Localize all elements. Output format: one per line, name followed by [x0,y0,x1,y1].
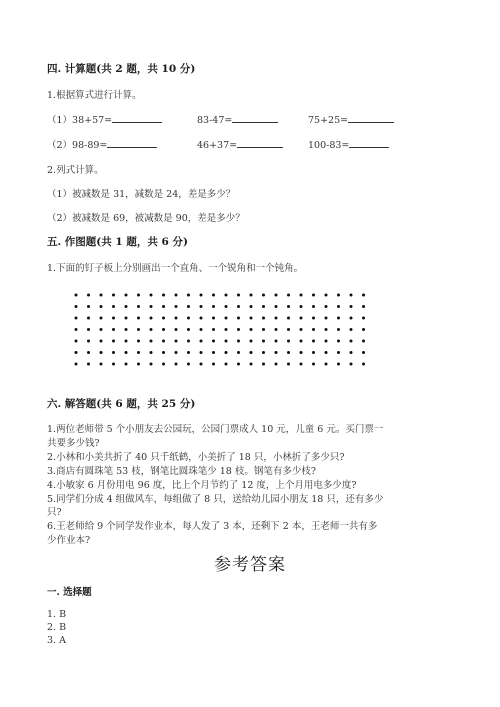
nail-dot [275,294,278,297]
nail-dot [262,328,265,331]
nail-dot [350,294,353,297]
nail-dot [112,317,115,320]
nail-dot [325,294,328,297]
section6-line-4: 3.商店有圆珠笔 53 枝，钢笔比圆珠笔少 18 枝。钢笔有多少枝? [47,466,316,477]
nail-dot [187,328,190,331]
answer-blank[interactable] [237,137,283,148]
nail-dot [237,328,240,331]
nail-dot [187,363,190,366]
nail-dot [225,363,228,366]
nail-dot [325,363,328,366]
calc-2-1-text: （2）98-89= [47,140,108,151]
section4-title: 四. 计算题(共 2 题，共 10 分) [47,63,196,75]
nail-dot [125,351,128,354]
nail-dot [300,294,303,297]
nail-dot [250,317,253,320]
calc-2-1 [47,137,157,151]
calc-2-2-text: 46+37= [197,140,238,151]
nail-dot [212,340,215,343]
nail-dot [100,305,103,308]
section5-title: 五. 作图题(共 1 题，共 6 分) [47,236,188,248]
nail-dot [112,294,115,297]
calc-1-2-text: 83-47= [197,115,233,126]
nail-dot [150,328,153,331]
nail-dot [325,351,328,354]
nail-dot [325,305,328,308]
nail-dot [150,305,153,308]
nail-dot [287,294,290,297]
nail-dot [337,305,340,308]
nail-dot [300,317,303,320]
section6-line-9: 少作业本? [47,535,91,546]
nail-dot [275,328,278,331]
nail-dot [75,363,78,366]
nail-dot [200,305,203,308]
nail-dot [225,328,228,331]
nail-dot [225,351,228,354]
nail-dot [150,294,153,297]
nail-dot [87,363,90,366]
nail-dot [337,317,340,320]
nail-dot [175,363,178,366]
answer-item-3: 3. A [47,635,66,646]
nail-dot [112,340,115,343]
nail-dot [237,294,240,297]
nail-dot [212,317,215,320]
nail-dot [312,294,315,297]
nail-dot [300,305,303,308]
answer-blank[interactable] [112,112,162,123]
section6-line-1: 1.两位老师带 5 个小朋友去公园玩，公园门票成人 10 元，儿童 6 元。买门票一 [47,424,384,435]
nail-dot [312,317,315,320]
nail-dot [337,363,340,366]
nail-dot [250,305,253,308]
nail-dot [125,294,128,297]
nail-dot [337,294,340,297]
nail-dot [275,317,278,320]
nail-dot [262,305,265,308]
nail-dot [75,340,78,343]
nail-dot [300,351,303,354]
nail-dot [150,351,153,354]
nail-dot [362,294,365,297]
section4-q2-item-1: （1）被减数是 31，减数是 24，差是多少？ [47,189,236,200]
calc-1-1-text: （1）38+57= [47,115,113,126]
nail-dot [362,340,365,343]
nail-dot [162,317,165,320]
section4-q1: 1.根据算式进行计算。 [47,90,142,101]
answer-item-2: 2. B [47,622,67,633]
nail-dot [112,351,115,354]
nail-dot [350,351,353,354]
nail-dot [200,351,203,354]
nail-dot [100,317,103,320]
nail-dot [212,328,215,331]
nail-dot [150,363,153,366]
nail-dot [325,328,328,331]
nail-dot [125,363,128,366]
nail-dot [75,305,78,308]
nail-dot [112,305,115,308]
nail-dot [137,363,140,366]
nail-dot [175,317,178,320]
nail-dot [212,294,215,297]
section5-q1: 1.下面的钉子板上分别画出一个直角、一个锐角和一个钝角。 [47,263,304,274]
nail-dot [250,351,253,354]
calc-2-3-text: 100-83= [308,140,350,151]
nail-dot [162,328,165,331]
nail-dot [212,351,215,354]
nail-dot [75,294,78,297]
nail-dot [125,317,128,320]
nail-dot [162,294,165,297]
nail-dot [162,351,165,354]
nail-dot [362,305,365,308]
nail-dot [200,317,203,320]
nail-dot [175,305,178,308]
nail-dot [200,340,203,343]
nail-dot [75,328,78,331]
nail-dot [287,363,290,366]
nail-dot [212,363,215,366]
nail-dot [362,363,365,366]
nail-dot [287,317,290,320]
nail-dot [275,351,278,354]
nail-dot [225,305,228,308]
nail-dot [200,294,203,297]
nail-dot [137,317,140,320]
nail-dot [187,351,190,354]
nail-dot [137,328,140,331]
answer-blank[interactable] [232,112,278,123]
nail-dot [137,305,140,308]
nail-dot [187,340,190,343]
section6-line-3: 2.小林和小美共折了 40 只千纸鹤，小美折了 18 只，小林折了多少只? [47,452,345,463]
nail-dot [262,294,265,297]
nail-dot [325,340,328,343]
nail-dot [162,363,165,366]
nail-dot [262,351,265,354]
nail-dot [325,317,328,320]
section6-line-8: 6.王老师给 9 个同学发作业本，每人发了 3 本，还剩下 2 本，王老师一共有多 [47,521,378,532]
nail-dot [87,340,90,343]
nail-dot [250,340,253,343]
nail-dot [337,328,340,331]
nail-dot [187,317,190,320]
nail-dot [112,328,115,331]
nail-dot [112,363,115,366]
nail-dot [87,317,90,320]
nail-dot [100,351,103,354]
nail-dot [237,363,240,366]
section4-q2-item-2: （2）被减数是 69，被减数是 90，差是多少？ [47,213,245,224]
nail-dot [362,351,365,354]
nail-dot [162,305,165,308]
calc-1-3-text: 75+25= [308,115,349,126]
nail-dot [175,351,178,354]
nail-dot [87,351,90,354]
nail-dot [137,294,140,297]
nail-dot [312,363,315,366]
nail-dot [137,351,140,354]
nail-dot [275,305,278,308]
nail-dot [87,294,90,297]
nail-dot [100,328,103,331]
nail-dot [87,328,90,331]
answer-blank[interactable] [349,137,389,148]
nail-dot [350,340,353,343]
nail-dot [312,305,315,308]
section6-title: 六. 解答题(共 6 题，共 25 分) [47,398,196,410]
nail-dot [125,328,128,331]
nail-dot [237,317,240,320]
nail-dot [87,305,90,308]
nail-dot [312,351,315,354]
answers-title: 参考答案 [214,555,286,575]
nail-dot [350,363,353,366]
nail-dot [212,305,215,308]
nail-board [72,291,372,371]
nail-dot [150,340,153,343]
nail-dot [225,317,228,320]
nail-dot [75,351,78,354]
nail-dot [150,317,153,320]
answer-blank[interactable] [348,112,394,123]
nail-dot [100,294,103,297]
nail-dot [175,340,178,343]
nail-dot [125,305,128,308]
nail-dot [162,340,165,343]
nail-dot [125,340,128,343]
nail-dot [300,328,303,331]
answer-item-1: 1. B [47,609,67,620]
nail-dot [175,294,178,297]
nail-dot [237,340,240,343]
section4-q2: 2.列式计算。 [47,165,104,176]
nail-dot [287,305,290,308]
nail-dot [337,340,340,343]
nail-dot [275,363,278,366]
nail-dot [275,340,278,343]
nail-dot [312,340,315,343]
nail-dot [300,340,303,343]
nail-dot [250,363,253,366]
nail-dot [250,294,253,297]
section6-line-5: 4.小敏家 6 月份用电 96 度，比上个月节约了 12 度，上个月用电多少度? [47,480,357,491]
nail-dot [362,328,365,331]
nail-dot [300,363,303,366]
nail-dot [75,317,78,320]
calc-1-3 [308,112,394,126]
calc-2-2 [197,137,283,151]
nail-dot [100,340,103,343]
calc-1-2 [197,112,278,126]
nail-dot [350,305,353,308]
nail-dot [337,351,340,354]
answers-section-title: 一. 选择题 [47,587,92,598]
nail-dot [287,351,290,354]
nail-dot [262,317,265,320]
section6-line-2: 共要多少钱? [47,438,100,449]
nail-dot [350,317,353,320]
nail-dot [237,305,240,308]
nail-dot [187,305,190,308]
nail-dot [137,340,140,343]
nail-dot [262,340,265,343]
calc-1-1 [47,112,162,126]
nail-dot [187,294,190,297]
nail-dot [237,351,240,354]
nail-dot [225,294,228,297]
calc-2-3 [308,137,389,151]
nail-dot [100,363,103,366]
section6-line-7: 只? [47,507,62,518]
nail-dot [312,328,315,331]
nail-dot [362,317,365,320]
answer-blank[interactable] [107,137,157,148]
nail-dot [225,340,228,343]
nail-dot [250,328,253,331]
nail-dot [287,328,290,331]
nail-dot [200,328,203,331]
nail-dot [287,340,290,343]
nail-dot [175,328,178,331]
section6-line-6: 5.同学们分成 4 组做风车，每组做了 8 只，送给幼儿园小朋友 18 只，还有多少 [47,494,384,505]
nail-dot [200,363,203,366]
nail-dot [350,328,353,331]
nail-dot [262,363,265,366]
